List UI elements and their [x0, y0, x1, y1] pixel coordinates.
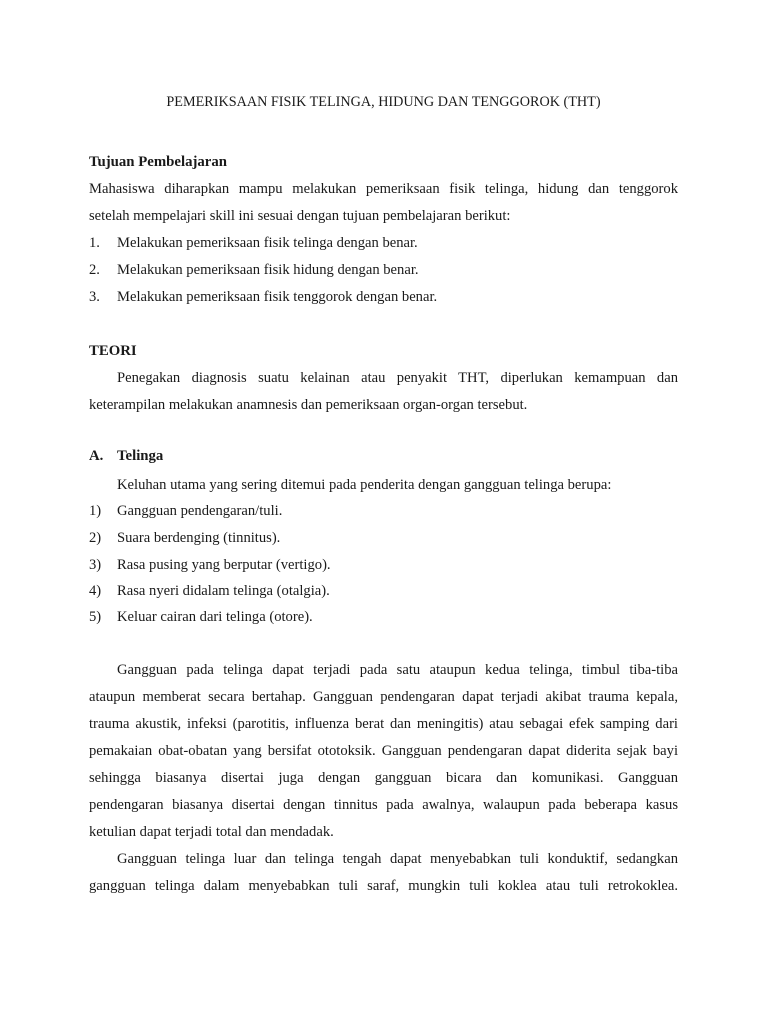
teori-line-1: Penegakan diagnosis suatu kelainan atau penyakit THT, diperlukan kemampuan dan	[117, 370, 678, 386]
list-item	[89, 261, 678, 279]
list-item	[89, 288, 678, 306]
tujuan-line-1: Mahasiswa diharapkan mampu melakukan pemeriksaan fisik telinga, hidung dan tenggorok	[89, 181, 678, 197]
para2-line-1: Gangguan telinga luar dan telinga tengah dapat menyebabkan tuli konduktif, sedangkan	[117, 851, 678, 867]
list-text: Keluar cairan dari telinga (otore).	[117, 609, 313, 625]
list-number: 2.	[89, 262, 100, 278]
page-title: PEMERIKSAAN FISIK TELINGA, HIDUNG DAN TENGGOROK (THT)	[166, 94, 601, 110]
teori-line-2: keterampilan melakukan anamnesis dan pemeriksaan organ-organ tersebut.	[89, 397, 528, 413]
list-item	[89, 556, 678, 574]
list-text: Melakukan pemeriksaan fisik hidung dengan benar.	[117, 262, 419, 278]
list-item	[89, 234, 678, 252]
list-item	[89, 529, 678, 547]
document-page	[89, 0, 678, 1024]
list-item	[89, 608, 678, 626]
para1-line-7: ketulian dapat terjadi total dan mendadak.	[89, 824, 334, 840]
heading-number: A.	[89, 448, 104, 464]
para1-line-4: pemakaian obat-obatan yang bersifat ototoksik. Gangguan pendengaran dapat diderita sejak bayi	[89, 743, 678, 759]
para1-line-6: pendengaran biasanya disertai dengan tinnitus pada awalnya, walaupun pada beberapa kasus	[89, 797, 678, 813]
heading-text: Telinga	[117, 448, 164, 464]
list-number: 1.	[89, 235, 100, 251]
list-number: 3)	[89, 557, 102, 573]
list-text: Rasa nyeri didalam telinga (otalgia).	[117, 583, 330, 599]
list-number: 3.	[89, 289, 100, 305]
list-text: Melakukan pemeriksaan fisik tenggorok dengan benar.	[117, 289, 438, 305]
para1-line-1: Gangguan pada telinga dapat terjadi pada satu ataupun kedua telinga, timbul tiba-tiba	[117, 662, 678, 678]
heading-tujuan: Tujuan Pembelajaran	[89, 154, 227, 170]
list-number: 1)	[89, 503, 102, 519]
list-text: Melakukan pemeriksaan fisik telinga dengan benar.	[117, 235, 418, 251]
list-text: Suara berdenging (tinnitus).	[117, 530, 281, 546]
list-number: 2)	[89, 530, 102, 546]
telinga-intro: Keluhan utama yang sering ditemui pada penderita dengan gangguan telinga berupa:	[117, 477, 612, 493]
list-item	[89, 502, 678, 520]
para1-line-3: trauma akustik, infeksi (parotitis, influenza berat dan meningitis) atau sebagai efek samping dari	[89, 716, 678, 732]
tujuan-line-2: setelah mempelajari skill ini sesuai dengan tujuan pembelajaran berikut:	[89, 208, 511, 224]
para2-line-2: gangguan telinga dalam menyebabkan tuli saraf, mungkin tuli koklea atau tuli retrokoklea.	[89, 878, 678, 894]
heading-telinga	[89, 447, 678, 465]
list-text: Rasa pusing yang berputar (vertigo).	[117, 557, 331, 573]
list-number: 4)	[89, 583, 102, 599]
list-number: 5)	[89, 609, 102, 625]
list-item	[89, 582, 678, 600]
para1-line-5: sehingga biasanya disertai juga dengan gangguan bicara dan komunikasi. Gangguan	[89, 770, 678, 786]
list-text: Gangguan pendengaran/tuli.	[117, 503, 283, 519]
para1-line-2: ataupun memberat secara bertahap. Gangguan pendengaran dapat terjadi akibat trauma kepala,	[89, 689, 678, 705]
heading-teori: TEORI	[89, 343, 137, 359]
